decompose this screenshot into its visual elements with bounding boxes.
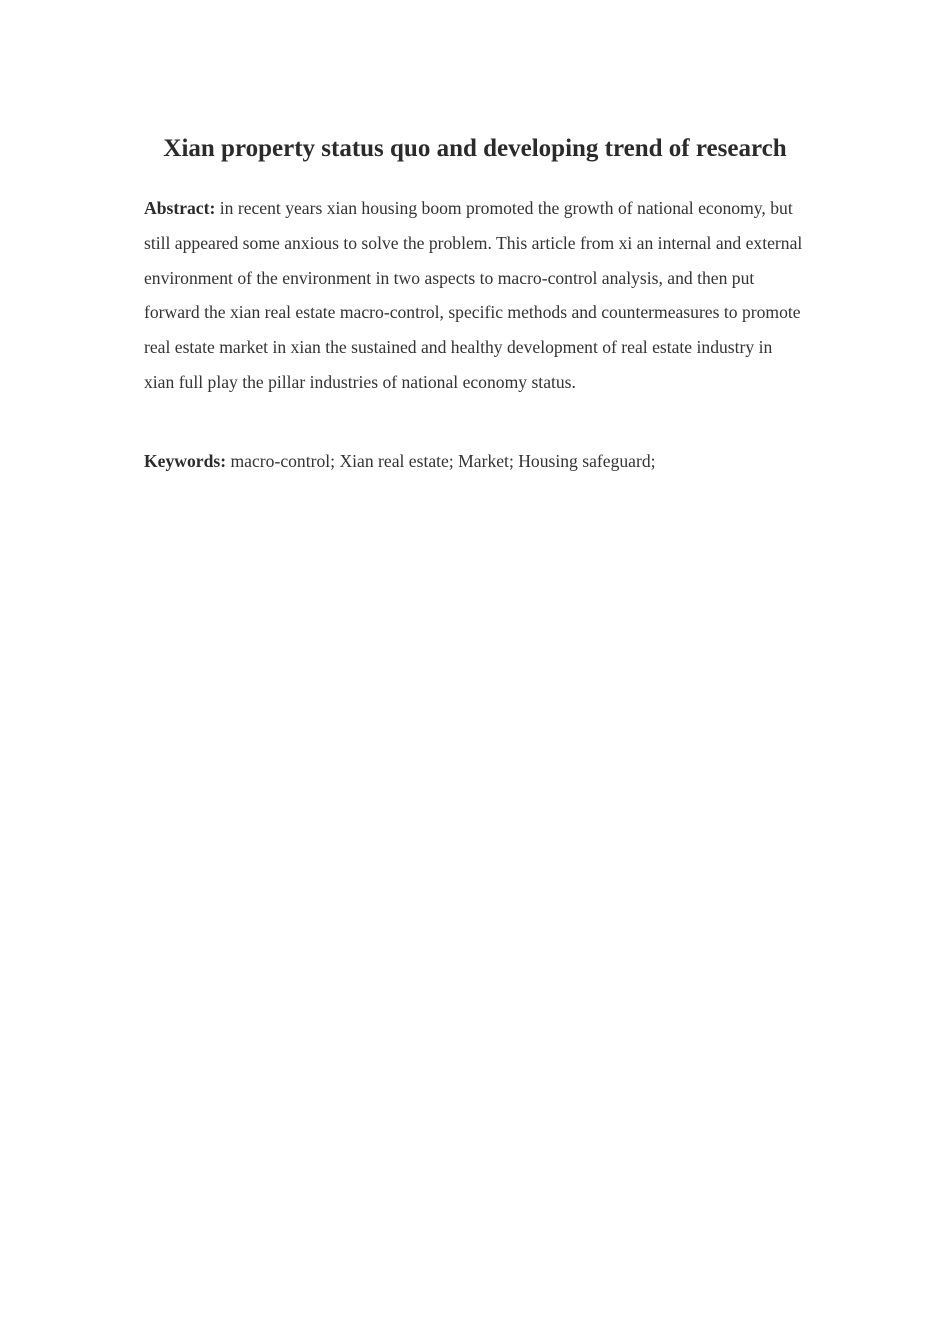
document-title: Xian property status quo and developing trend of research (163, 135, 787, 162)
keywords-paragraph (144, 444, 806, 479)
abstract-label: Abstract: (144, 198, 216, 218)
keywords-text: macro-control; Xian real estate; Market; Housing safeguard; (230, 451, 656, 471)
abstract-text: in recent years xian housing boom promoted the growth of national economy, but still appeared some anxious to solve the problem. This article from xi an internal and external environment of the environment in two aspects to macro-control analysis, and then put forward the xian real estate macro-control, specific methods and countermeasures to promote real estate market in xian the sustained and healthy development of real estate industry in xian full play the pillar industries of national economy status. (144, 198, 803, 392)
abstract-paragraph (144, 191, 806, 400)
keywords-label: Keywords: (144, 451, 227, 471)
